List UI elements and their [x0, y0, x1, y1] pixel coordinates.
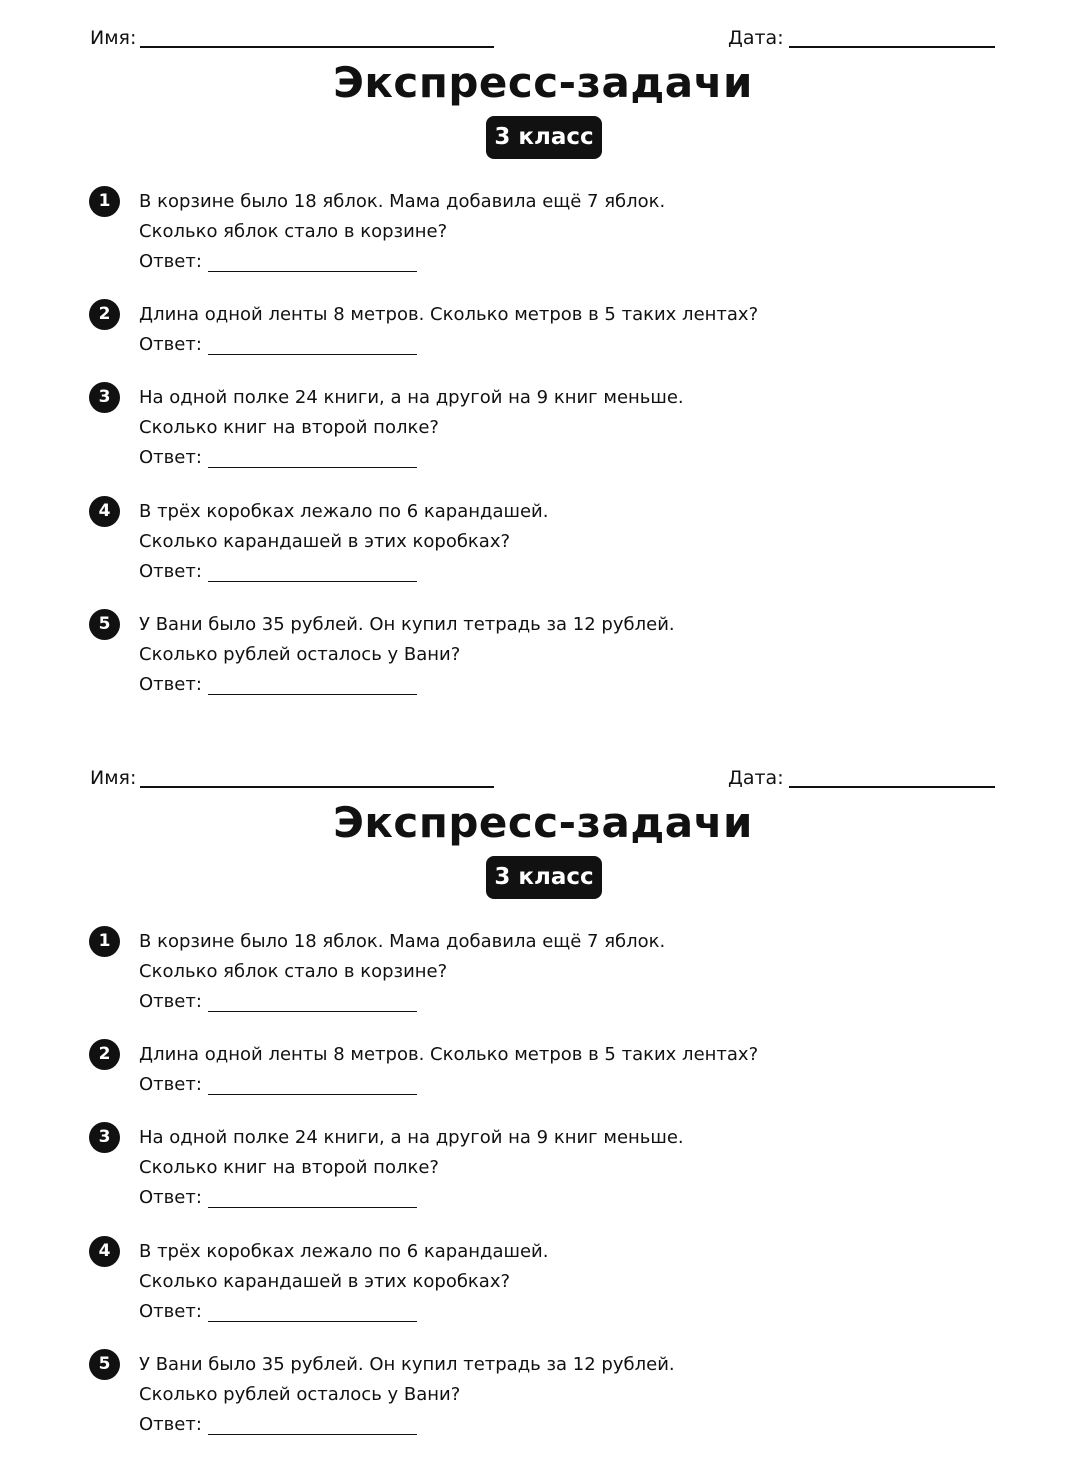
name-label: Имя:: [90, 27, 137, 49]
grade-badge: 3 класс: [486, 116, 602, 159]
task-text: Длина одной ленты 8 метров. Сколько метров в 5 таких лентах?: [139, 1044, 759, 1065]
page-title: Экспресс-задачи: [333, 798, 753, 847]
answer-field[interactable]: [208, 1011, 417, 1012]
date-label: Дата:: [728, 767, 784, 789]
task-text: В корзине было 18 яблок. Мама добавила ещё 7 яблок.: [139, 931, 666, 952]
name-label: Имя:: [90, 767, 137, 789]
answer-field[interactable]: [208, 271, 417, 272]
task-number-badge: 2: [89, 299, 120, 330]
grade-badge: 3 класс: [486, 856, 602, 899]
answer-field[interactable]: [208, 1094, 417, 1095]
task-text: Сколько рублей осталось у Вани?: [139, 1384, 461, 1405]
task-text: Сколько карандашей в этих коробках?: [139, 531, 511, 552]
answer-label: Ответ:: [139, 1414, 202, 1435]
task-number-badge: 1: [89, 186, 120, 217]
task-text: Сколько книг на второй полке?: [139, 1157, 439, 1178]
date-field[interactable]: [789, 786, 995, 788]
task-number-badge: 2: [89, 1039, 120, 1070]
answer-label: Ответ:: [139, 991, 202, 1012]
answer-label: Ответ:: [139, 334, 202, 355]
task-text: Сколько яблок стало в корзине?: [139, 221, 448, 242]
answer-label: Ответ:: [139, 1187, 202, 1208]
task-number-badge: 5: [89, 1349, 120, 1380]
task-text: Сколько книг на второй полке?: [139, 417, 439, 438]
answer-field[interactable]: [208, 694, 417, 695]
task-text: У Вани было 35 рублей. Он купил тетрадь за 12 рублей.: [139, 1354, 675, 1375]
task-text: Сколько рублей осталось у Вани?: [139, 644, 461, 665]
task-number-badge: 1: [89, 926, 120, 957]
answer-field[interactable]: [208, 1434, 417, 1435]
task-text: Сколько яблок стало в корзине?: [139, 961, 448, 982]
task-number-badge: 3: [89, 1122, 120, 1153]
answer-field[interactable]: [208, 1321, 417, 1322]
task-number-badge: 5: [89, 609, 120, 640]
answer-field[interactable]: [208, 581, 417, 582]
task-text: Длина одной ленты 8 метров. Сколько метров в 5 таких лентах?: [139, 304, 759, 325]
answer-label: Ответ:: [139, 251, 202, 272]
task-text: В трёх коробках лежало по 6 карандашей.: [139, 1241, 549, 1262]
date-label: Дата:: [728, 27, 784, 49]
task-text: На одной полке 24 книги, а на другой на 9 книг меньше.: [139, 1127, 684, 1148]
task-text: Сколько карандашей в этих коробках?: [139, 1271, 511, 1292]
worksheet: [0, 740, 1086, 1480]
answer-label: Ответ:: [139, 1301, 202, 1322]
date-field[interactable]: [789, 46, 995, 48]
task-text: У Вани было 35 рублей. Он купил тетрадь за 12 рублей.: [139, 614, 675, 635]
answer-field[interactable]: [208, 1207, 417, 1208]
answer-label: Ответ:: [139, 674, 202, 695]
task-text: В корзине было 18 яблок. Мама добавила ещё 7 яблок.: [139, 191, 666, 212]
answer-field[interactable]: [208, 354, 417, 355]
answer-label: Ответ:: [139, 1074, 202, 1095]
name-field[interactable]: [140, 46, 494, 48]
task-text: На одной полке 24 книги, а на другой на 9 книг меньше.: [139, 387, 684, 408]
answer-label: Ответ:: [139, 561, 202, 582]
task-number-badge: 4: [89, 1236, 120, 1267]
name-field[interactable]: [140, 786, 494, 788]
answer-label: Ответ:: [139, 447, 202, 468]
task-number-badge: 4: [89, 496, 120, 527]
page-title: Экспресс-задачи: [333, 58, 753, 107]
task-number-badge: 3: [89, 382, 120, 413]
task-text: В трёх коробках лежало по 6 карандашей.: [139, 501, 549, 522]
answer-field[interactable]: [208, 467, 417, 468]
